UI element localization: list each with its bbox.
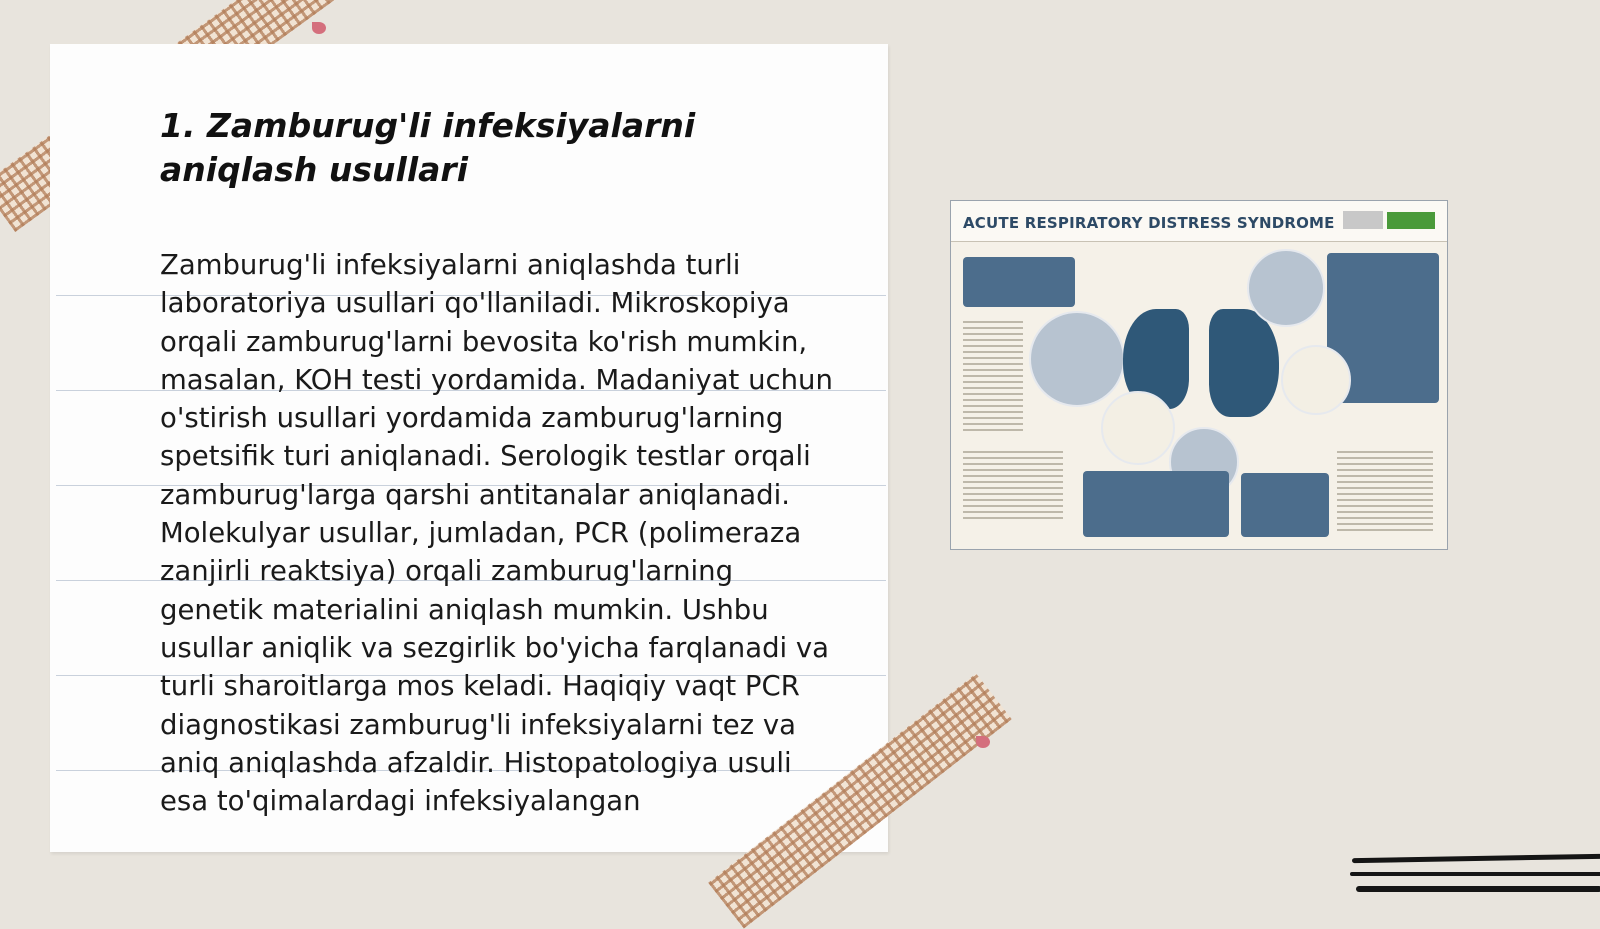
tape-pin-bottom xyxy=(976,736,990,748)
diagram-circle xyxy=(1247,249,1325,327)
diagram-circle xyxy=(1281,345,1351,415)
right-lung xyxy=(1209,309,1279,417)
diagram-circle xyxy=(1101,391,1175,465)
primer-badge xyxy=(1387,212,1435,229)
slide-body-text: Zamburug'li infeksiyalarni aniqlashda turli laboratoriya usullari qo'llaniladi. Mikroskopiya orqali zamburug'larni bevosita ko'rish mumkin, masalan, KOH testi yordamida. Madaniyat uchun o'stirish usullari yordamida zamburug'larning spetsifik turi aniqlanadi. Serologik testlar orqali zamburug'larga qarshi antitanalar aniqlanadi. Molekulyar usullar, jumladan, PCR (polimeraza zanjirli reaktsiya) orqali zamburug'larning genetik materialini aniqlash mumkin. Ushbu usullar aniqlik va sezgirlik bo'yicha farqlanadi va turli sharoitlarga mos keladi. Haqiqiy vaqt PCR diagnostikasi zamburug'li infeksiyalarni tez va aniq aniqlashda afzaldir. Histopatologiya usuli esa to'qimalardagi infeksiyalangan xyxy=(160,249,833,818)
brush-stroke xyxy=(1350,872,1600,876)
ards-infographic-image xyxy=(950,200,1448,550)
diagram-circle xyxy=(1029,311,1125,407)
info-panel xyxy=(1083,471,1229,537)
info-panel xyxy=(1241,473,1329,537)
poster-title: ACUTE RESPIRATORY DISTRESS SYNDROME xyxy=(963,214,1335,232)
poster-header xyxy=(951,201,1447,242)
info-panel xyxy=(963,257,1075,307)
text-block xyxy=(1337,451,1433,531)
text-block xyxy=(963,451,1063,521)
text-block xyxy=(963,321,1023,431)
brush-stroke xyxy=(1356,886,1600,892)
brush-stroke xyxy=(1352,854,1600,863)
tape-pin-top xyxy=(312,22,326,34)
slide-title: 1. Zamburug'li infeksiyalarni aniqlash usullari xyxy=(160,106,696,189)
journal-logo xyxy=(1343,211,1383,229)
